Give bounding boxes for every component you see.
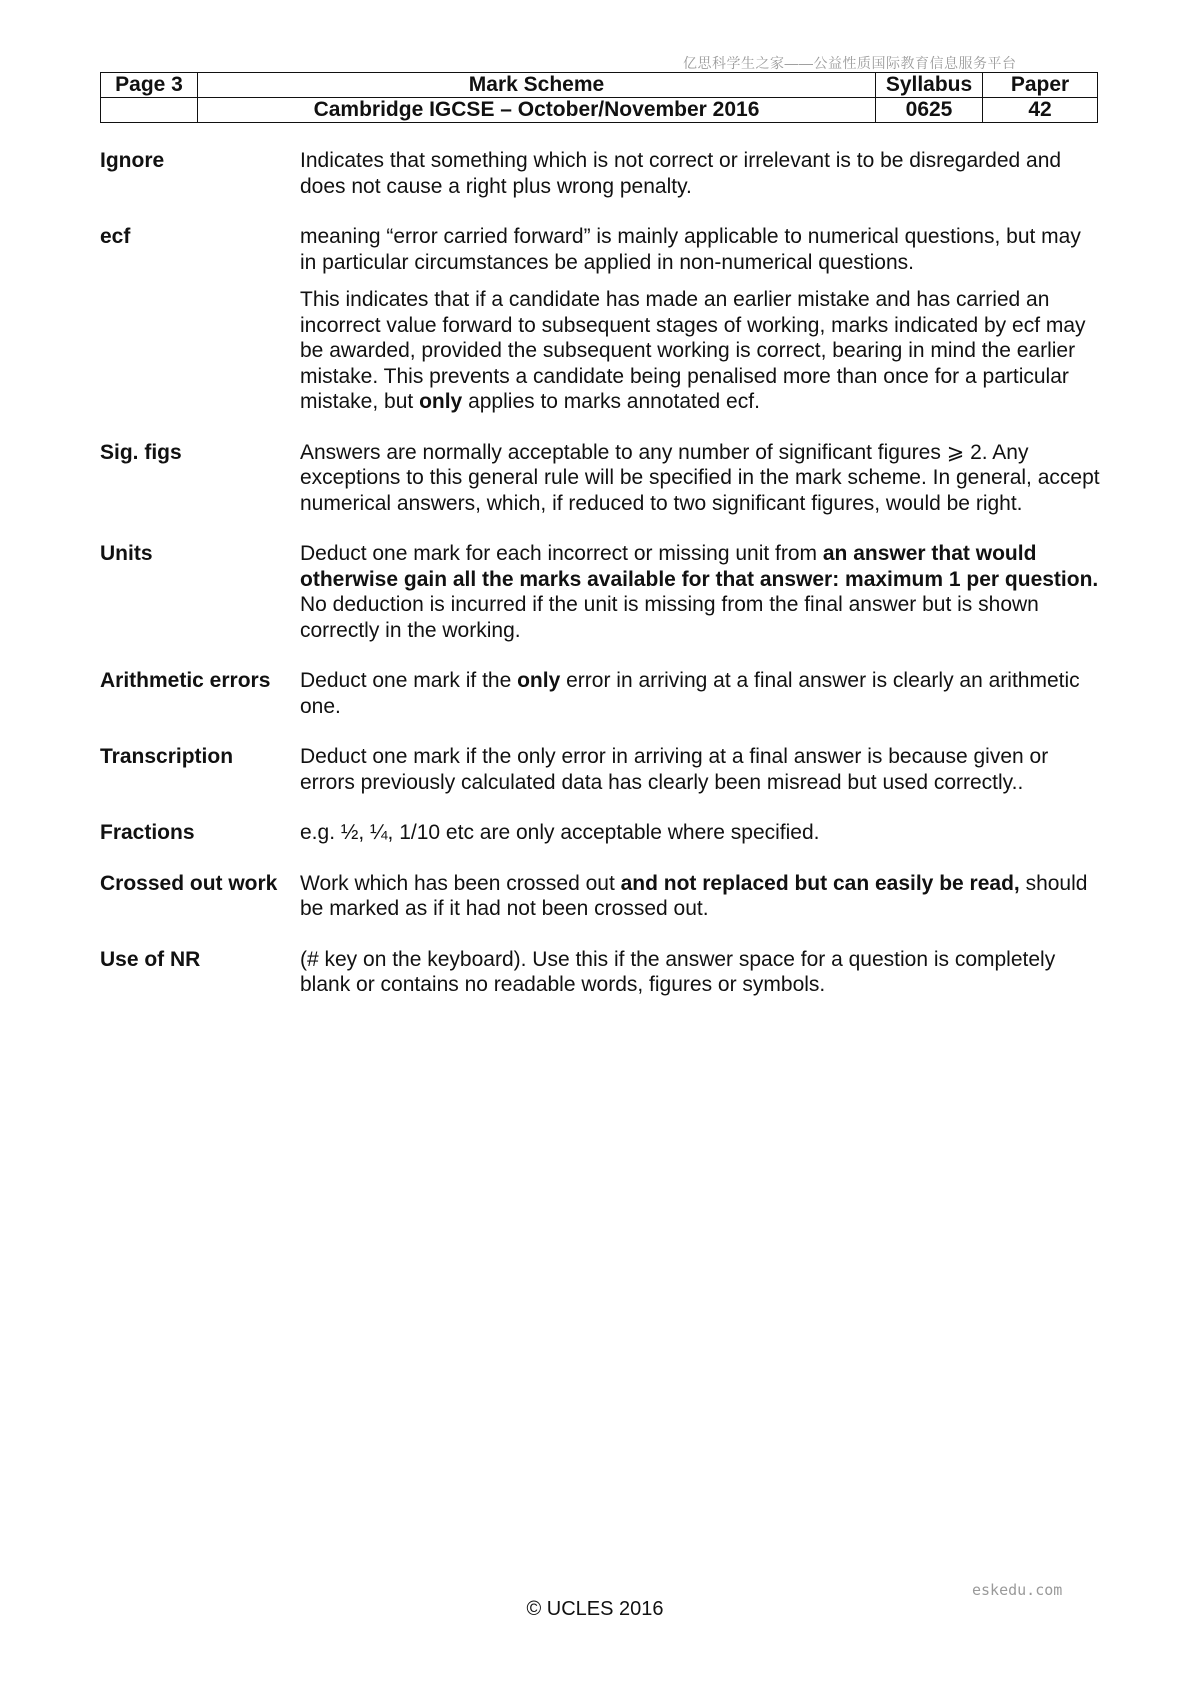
- glossary-term: ecf: [100, 225, 131, 248]
- glossary-entry: [100, 440, 1100, 517]
- paper-number: 42: [983, 98, 1098, 123]
- text-run: Deduct one mark if the: [300, 669, 518, 692]
- header-row-2: [101, 98, 1098, 123]
- glossary-entry: [100, 744, 1100, 795]
- text-run: meaning “error carried forward” is mainly applicable to numerical questions, but may in particular circumstances be applied in non-numerical questions.: [300, 225, 1081, 274]
- bold-text: only: [419, 390, 463, 413]
- definition-paragraph: [300, 541, 1100, 643]
- page-number: Page 3: [101, 73, 198, 98]
- text-run: error in arriving at a final answer is clearly an arithmetic one.: [300, 669, 1080, 718]
- text-run: (# key on the keyboard). Use this if the answer space for a question is completely blank or contains no readable words, figures or symbols.: [300, 947, 1056, 996]
- glossary-list: [100, 148, 1100, 1023]
- text-run: Deduct one mark for each incorrect or missing unit from: [300, 542, 823, 565]
- glossary-term: Use of NR: [100, 947, 201, 971]
- glossary-entry: [100, 148, 1100, 199]
- exam-subtitle: Cambridge IGCSE – October/November 2016: [198, 98, 876, 123]
- bold-text: and not replaced but can easily be read,: [620, 871, 1020, 895]
- document-title: Mark Scheme: [198, 73, 876, 98]
- text-run: Indicates that something which is not correct or irrelevant is to be disregarded and does not cause a right plus wrong penalty.: [300, 149, 1062, 198]
- glossary-term: Transcription: [100, 745, 234, 768]
- bold-text: only: [517, 669, 561, 692]
- text-run: should be marked as if it had not been crossed out.: [300, 871, 1088, 920]
- definition-paragraph: [300, 871, 1100, 922]
- glossary-definition: [300, 440, 1100, 517]
- glossary-definition: [300, 668, 1100, 719]
- text-run: e.g. ½, ¼, 1/10 etc are only acceptable where specified.: [300, 821, 820, 844]
- watermark-bottom: eskedu.com: [972, 1581, 1063, 1599]
- definition-paragraph: [300, 224, 1100, 275]
- header-table: [100, 72, 1098, 123]
- copyright-footer: © UCLES 2016: [526, 1598, 664, 1620]
- glossary-entry: [100, 871, 1100, 922]
- text-run: No deduction is incurred if the unit is missing from the final answer but is shown correctly in the working.: [300, 593, 1039, 642]
- definition-paragraph: [300, 820, 1100, 846]
- glossary-entry: [100, 947, 1100, 998]
- header-row-1: [101, 73, 1098, 98]
- definition-paragraph: [300, 148, 1100, 199]
- definition-paragraph: [300, 744, 1100, 795]
- glossary-term: Units: [100, 542, 153, 565]
- text-run: Deduct one mark if the only error in arriving at a final answer is because given or errors previously calculated data has clearly been misread but used correctly..: [300, 745, 1049, 794]
- glossary-entry: [100, 668, 1100, 719]
- definition-paragraph: [300, 287, 1100, 415]
- glossary-definition: [300, 224, 1100, 415]
- glossary-term: Sig. figs: [100, 440, 182, 464]
- definition-paragraph: [300, 668, 1100, 719]
- bold-text: an answer that would otherwise gain all the marks available for that answer: maximum 1 per question.: [300, 542, 1099, 591]
- glossary-definition: [300, 820, 1100, 846]
- glossary-entry: [100, 224, 1100, 415]
- blank-cell: [101, 98, 198, 123]
- text-run: applies to marks annotated ecf.: [462, 390, 760, 413]
- glossary-entry: [100, 820, 1100, 846]
- definition-paragraph: [300, 440, 1100, 517]
- glossary-definition: [300, 871, 1100, 922]
- syllabus-label: Syllabus: [876, 73, 983, 98]
- text-run: Answers are normally acceptable to any number of significant figures ⩾ 2. Any exceptions to this general rule will be specified in the mark scheme. In general, accept numerical answers, which, if reduced to two significant figures, would be right.: [300, 440, 1100, 515]
- watermark-top: 亿思科学生之家——公益性质国际教育信息服务平台: [683, 55, 1017, 71]
- glossary-term: Crossed out work: [100, 871, 278, 895]
- paper-label: Paper: [983, 73, 1098, 98]
- glossary-definition: [300, 541, 1100, 643]
- text-run: Work which has been crossed out: [300, 871, 621, 895]
- definition-paragraph: [300, 947, 1100, 998]
- glossary-definition: [300, 744, 1100, 795]
- syllabus-code: 0625: [876, 98, 983, 123]
- glossary-definition: [300, 947, 1100, 998]
- glossary-term: Arithmetic errors: [100, 669, 271, 692]
- glossary-term: Fractions: [100, 821, 195, 844]
- text-run: This indicates that if a candidate has made an earlier mistake and has carried an incorrect value forward to subsequent stages of working, marks indicated by ecf may be awarded, provided the subsequent working is correct, bearing in mind the earlier mistake. This prevents a candidate being penalised more than once for a particular mistake, but: [300, 288, 1086, 413]
- glossary-term: Ignore: [100, 149, 165, 172]
- glossary-definition: [300, 148, 1100, 199]
- glossary-entry: [100, 541, 1100, 643]
